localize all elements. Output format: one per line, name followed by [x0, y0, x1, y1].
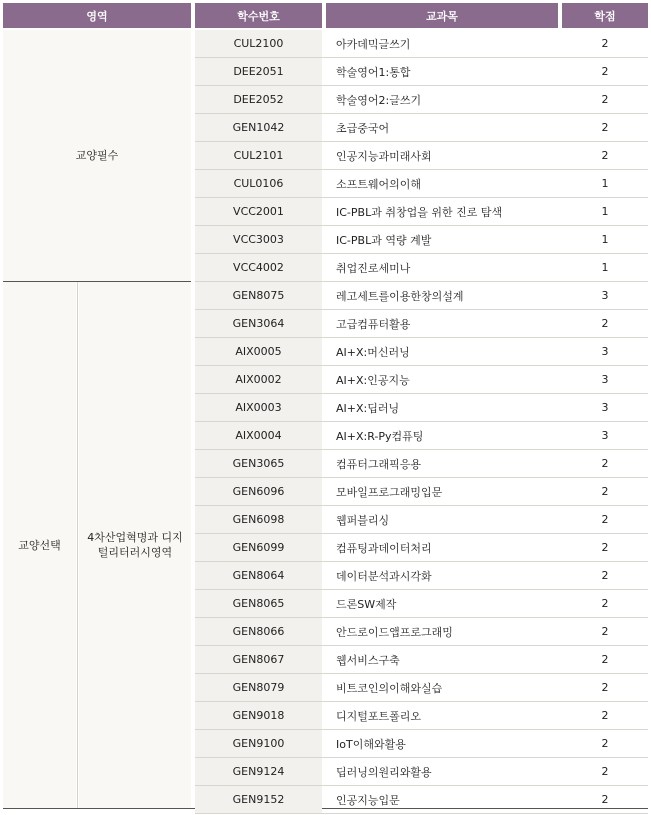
- course-code: DEE2051: [195, 58, 322, 85]
- table-row: [195, 142, 648, 170]
- course-name: IoT이해와활용: [336, 737, 406, 751]
- course-credit: 2: [601, 793, 609, 806]
- course-code: GEN6096: [195, 478, 322, 505]
- table-row: [195, 646, 648, 674]
- course-credit: 1: [601, 233, 609, 246]
- course-code: VCC4002: [195, 254, 322, 281]
- course-name: 레고세트를이용한창의설계: [336, 289, 464, 303]
- course-code: GEN1042: [195, 114, 322, 141]
- course-name: 컴퓨터그래픽응용: [336, 457, 422, 471]
- table-row: [195, 30, 648, 58]
- course-name: IC-PBL과 역량 계발: [336, 233, 432, 247]
- course-credit: 3: [601, 429, 609, 442]
- course-credit: 2: [601, 317, 609, 330]
- course-credit: 2: [601, 93, 609, 106]
- table-row: [195, 58, 648, 86]
- course-credit: 3: [601, 289, 609, 302]
- course-code: GEN3065: [195, 450, 322, 477]
- table-row: [195, 170, 648, 198]
- course-name: IC-PBL과 취창업을 위한 진로 탐색: [336, 205, 503, 219]
- course-credit: 1: [601, 205, 609, 218]
- table-row: [195, 730, 648, 758]
- course-credit: 2: [601, 625, 609, 638]
- course-code: AIX0005: [195, 338, 322, 365]
- area-required: 교양필수: [3, 30, 191, 281]
- table-row: [195, 114, 648, 142]
- course-name: 취업진로세미나: [336, 261, 411, 275]
- course-credit: 2: [601, 653, 609, 666]
- course-code: GEN8064: [195, 562, 322, 589]
- course-credit: 3: [601, 345, 609, 358]
- course-code: GEN6099: [195, 534, 322, 561]
- course-code: CUL0106: [195, 170, 322, 197]
- course-code: DEE2052: [195, 86, 322, 113]
- course-credit: 2: [601, 737, 609, 750]
- course-code: GEN8075: [195, 282, 322, 309]
- course-credit: 2: [601, 597, 609, 610]
- table-row: [195, 450, 648, 478]
- sub-divider: [77, 282, 78, 808]
- table-row: [195, 562, 648, 590]
- course-code: GEN8079: [195, 674, 322, 701]
- table-row: [195, 786, 648, 814]
- table-row: [195, 198, 648, 226]
- table-row: [195, 702, 648, 730]
- course-name: 학술영어1:통합: [336, 65, 411, 79]
- table-row: [195, 674, 648, 702]
- course-code: GEN8066: [195, 618, 322, 645]
- course-code: GEN9124: [195, 758, 322, 785]
- course-name: 안드로이드앱프로그래밍: [336, 625, 453, 639]
- course-credit: 2: [601, 513, 609, 526]
- table-row: [195, 534, 648, 562]
- course-credit: 2: [601, 681, 609, 694]
- course-name: AI+X:인공지능: [336, 373, 410, 387]
- course-code: VCC3003: [195, 226, 322, 253]
- header-code: 학수번호: [195, 3, 322, 28]
- course-name: AI+X:딥러닝: [336, 401, 400, 415]
- table-row: [195, 590, 648, 618]
- table-row: [195, 422, 648, 450]
- table-row: [195, 478, 648, 506]
- course-code: CUL2100: [195, 30, 322, 57]
- table-row: [195, 310, 648, 338]
- course-name: 컴퓨팅과데이터처리: [336, 541, 432, 555]
- course-credit: 2: [601, 65, 609, 78]
- course-credit: 2: [601, 569, 609, 582]
- course-code: GEN8067: [195, 646, 322, 673]
- table-row: [195, 758, 648, 786]
- area-elective: 교양선택: [3, 282, 76, 808]
- table-row: [195, 338, 648, 366]
- course-credit: 2: [601, 709, 609, 722]
- table-row: [195, 254, 648, 282]
- course-code: AIX0002: [195, 366, 322, 393]
- table-row: [195, 506, 648, 534]
- course-name: 인공지능과미래사회: [336, 149, 432, 163]
- header-credit: 학점: [562, 3, 648, 28]
- course-code: GEN9018: [195, 702, 322, 729]
- course-credit: 2: [601, 541, 609, 554]
- course-name: 고급컴퓨터활용: [336, 317, 411, 331]
- course-name: 모바일프로그래밍입문: [336, 485, 443, 499]
- course-name: 초급중국어: [336, 121, 390, 135]
- course-credit: 1: [601, 261, 609, 274]
- course-name: 인공지능입문: [336, 793, 400, 807]
- course-name: 딥러닝의원리와활용: [336, 765, 432, 779]
- table-row: [195, 86, 648, 114]
- course-name: 소프트웨어의이해: [336, 177, 422, 191]
- course-code: GEN9100: [195, 730, 322, 757]
- course-code: VCC2001: [195, 198, 322, 225]
- course-code: GEN3064: [195, 310, 322, 337]
- course-code: GEN8065: [195, 590, 322, 617]
- course-name: AI+X:R-Py컴퓨팅: [336, 429, 424, 443]
- course-code: AIX0004: [195, 422, 322, 449]
- course-name: 디지털포트폴리오: [336, 709, 422, 723]
- course-credit: 1: [601, 177, 609, 190]
- course-credit: 2: [601, 37, 609, 50]
- table-row: [195, 394, 648, 422]
- course-name: 웹퍼블리싱: [336, 513, 390, 527]
- course-code: AIX0003: [195, 394, 322, 421]
- course-code: GEN9152: [195, 786, 322, 813]
- course-name: 비트코인의이해와실습: [336, 681, 443, 695]
- table-row: [195, 282, 648, 310]
- course-name: 웹서비스구축: [336, 653, 400, 667]
- table-row: [195, 226, 648, 254]
- course-credit: 3: [601, 373, 609, 386]
- course-credit: 2: [601, 149, 609, 162]
- course-code: CUL2101: [195, 142, 322, 169]
- course-credit: 2: [601, 765, 609, 778]
- course-name: 학술영어2:글쓰기: [336, 93, 422, 107]
- course-name: AI+X:머신러닝: [336, 345, 410, 359]
- table-row: [195, 618, 648, 646]
- sub-area-digital: 4차산업혁명과 디지털리터러시영역: [79, 282, 191, 808]
- header-name: 교과목: [326, 3, 558, 28]
- table-row: [195, 366, 648, 394]
- course-code: GEN6098: [195, 506, 322, 533]
- course-credit: 2: [601, 457, 609, 470]
- group-divider: [3, 281, 191, 282]
- course-name: 드론SW제작: [336, 597, 397, 611]
- course-credit: 2: [601, 121, 609, 134]
- course-credit: 2: [601, 485, 609, 498]
- header-area: 영역: [3, 3, 191, 28]
- course-credit: 3: [601, 401, 609, 414]
- course-name: 아카데믹글쓰기: [336, 37, 411, 51]
- course-name: 데이터분석과시각화: [336, 569, 432, 583]
